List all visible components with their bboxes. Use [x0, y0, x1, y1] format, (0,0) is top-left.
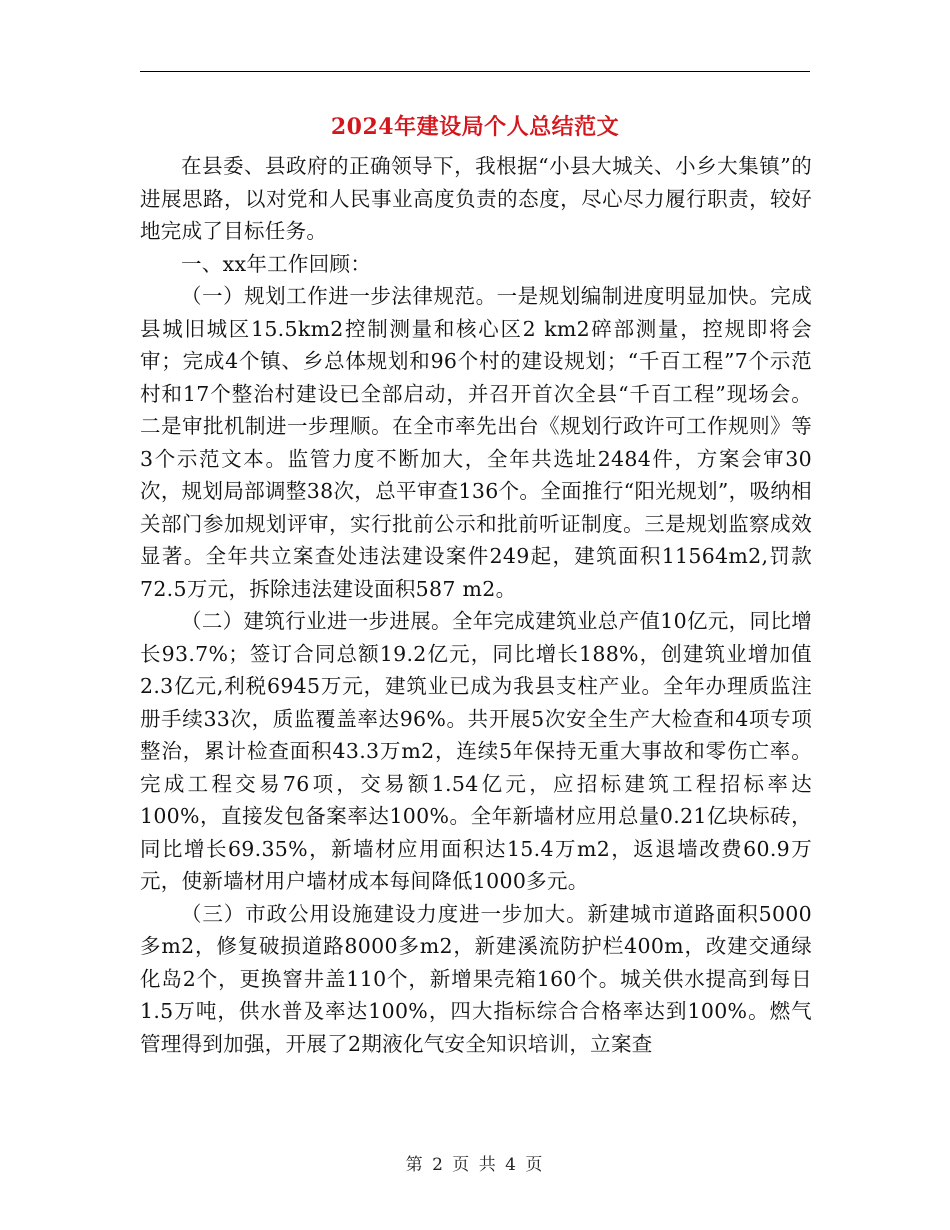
municipal-paragraph: （三）市政公用设施建设力度进一步加大。新建城市道路面积5000多m2，修复破损道路8000多m2，新建溪流防护栏400m，改建交通绿化岛2个，更换窨井盖110个，新增果壳箱160个。城关供水提高到每日1.5万吨，供水普及率达100%，四大指标综合合格率达到100%。燃气管理得到加强，开展了2期液化气安全知识培训，立案查: [140, 901, 812, 1056]
section-heading: 一、xx年工作回顾：: [181, 251, 372, 276]
header-rule: [140, 71, 810, 72]
intro-paragraph: 在县委、县政府的正确领导下，我根据“小县大城关、小乡大集镇”的进展思路，以对党和人民事业高度负责的态度，尽心尽力履行职责，较好地完成了目标任务。: [140, 154, 812, 243]
construction-paragraph: （二）建筑行业进一步进展。全年完成建筑业总产值10亿元，同比增长93.7%；签订合同总额19.2亿元，同比增长188%，创建筑业增加值2.3亿元,利税6945万元，建筑业已成为我县支柱产业。全年办理质监注册手续33次，质监覆盖率达96%。共开展5次安全生产大检查和4项专项整治，累计检查面积43.3万m2，连续5年保持无重大事故和零伤亡率。完成工程交易76项，交易额1.54亿元，应招标建筑工程招标率达100%，直接发包备案率达100%。全年新墙材应用总量0.21亿块标砖，同比增长69.35%，新墙材应用面积达15.4万m2，返退墙改费60.9万元，使新墙材用户墙材成本每间降低1000多元。: [140, 609, 812, 893]
planning-paragraph: （一）规划工作进一步法律规范。一是规划编制进度明显加快。完成县城旧城区15.5km2控制测量和核心区2 km2碎部测量，控规即将会审；完成4个镇、乡总体规划和96个村的建设规划；“千百工程”7个示范村和17个整治村建设已全部启动，并召开首次全县“千百工程”现场会。二是审批机制进一步理顺。在全市率先出台《规划行政许可工作规则》等3个示范文本。监管力度不断加大，全年共选址2484件，方案会审30次，规划局部调整38次，总平审查136个。全面推行“阳光规划”，吸纳相关部门参加规划评审，实行批前公示和批前听证制度。三是规划监察成效显著。全年共立案查处违法建设案件249起，建筑面积11564m2,罚款72.5万元，拆除违法建设面积587 m2。: [140, 284, 812, 601]
document-body: [140, 150, 812, 1060]
page-number: 第 2 页 共 4 页: [405, 1155, 545, 1175]
document-title: 2024年建设局个人总结范文: [330, 114, 620, 140]
